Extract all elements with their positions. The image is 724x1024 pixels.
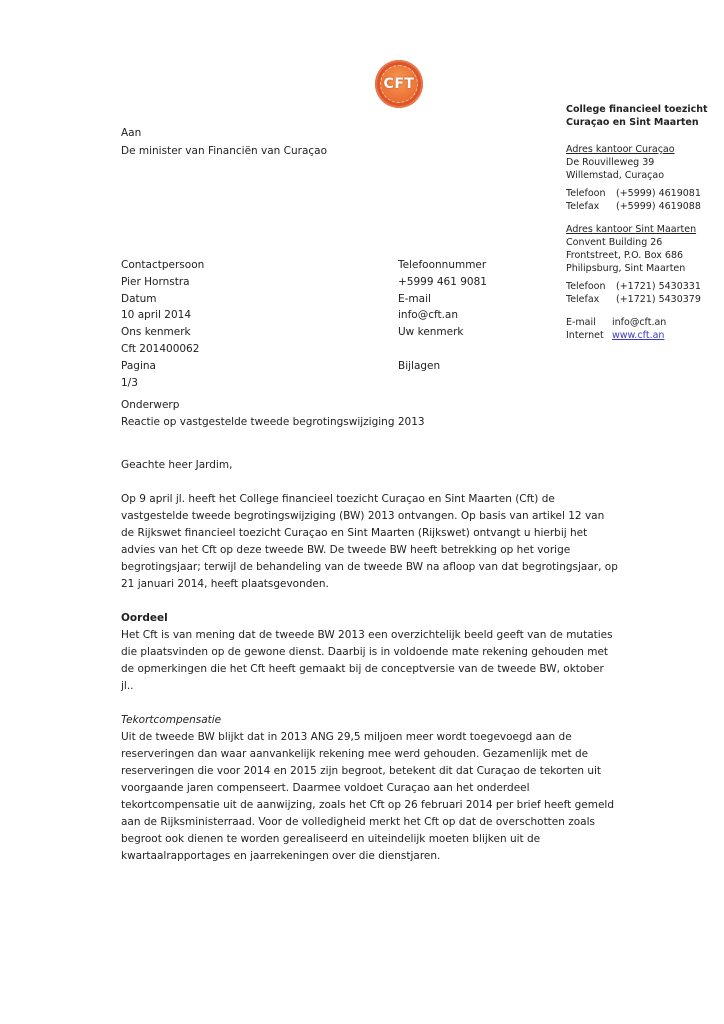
salutation: Geachte heer Jardim, bbox=[121, 459, 233, 471]
paragraph-oordeel: Het Cft is van mening dat de tweede BW 2013 een overzichtelijk beeld geeft van de mutaties die plaatsvinden op de gewone dienst. Daarbij is in voldoende mate rekening gehouden met de opmerkingen die het Cft heeft gemaakt bij de conceptversie van de tweede BW, oktober jl.. bbox=[121, 629, 613, 692]
email-value: info@cft.an bbox=[612, 317, 667, 328]
attachments-value-empty bbox=[398, 375, 487, 392]
page-value: 1/3 bbox=[121, 376, 138, 389]
office-curacao-address1: De Rouvilleweg 39 bbox=[566, 157, 655, 168]
org-internet-row bbox=[566, 329, 721, 342]
cft-logo-text: CFT bbox=[383, 76, 415, 92]
email-value: info@cft.an bbox=[398, 309, 459, 322]
office-sintmaarten-address2: Frontstreet, P.O. Box 686 bbox=[566, 250, 684, 261]
heading-tekortcompensatie: Tekortcompensatie bbox=[121, 714, 222, 726]
office-curacao-fax-row bbox=[566, 200, 721, 213]
date-value: 10 april 2014 bbox=[121, 309, 192, 322]
org-title bbox=[566, 103, 721, 129]
your-ref-value-empty bbox=[398, 341, 487, 358]
office-sintmaarten-fax-row bbox=[566, 293, 721, 306]
paragraph-tekortcompensatie: Uit de tweede BW blijkt dat in 2013 ANG 29,5 miljoen meer wordt toegevoegd aan de reserveringen dan waar aanvankelijk rekening mee werd gehouden. Gezamenlijk met de reserveringen die voor 2014 en 2015 zijn begroot, betekent dit dat Curaçao de tekorten uit voorgaande jaren compenseert. Daarmee voldoet Curaçao aan het onderdeel tekortcompensatie uit de aanwijzing, zoals het Cft op 26 februari 2014 per brief heeft gemeld aan de Rijksministerraad. Voor de volledigheid merkt het Cft op dat de overschotten zoals begroot ook dienen te worden gerealiseerd en uiteindelijk moeten blijken uit de kwartaalrapportages en jaarrekeningen over die dienstjaren. bbox=[121, 731, 614, 862]
paragraph-intro: Op 9 april jl. heeft het College financieel toezicht Curaçao en Sint Maarten (Cft) de vastgestelde tweede begrotingswijziging (BW) 2013 ontvangen. Op basis van artikel 12 van de Rijkswet financieel toezicht Curaçao en Sint Maarten (Rijkswet) ontvangt u hierbij het advies van het Cft op deze tweede BW. De tweede BW heeft betrekking op het vorige begrotingsjaar; terwijl de behandeling van de tweede BW na afloop van dat begrotingsjaar, op 21 januari 2014, heeft plaatsgevonden. bbox=[121, 493, 618, 590]
fax-value: (+1721) 5430379 bbox=[616, 294, 701, 305]
email-label: E-mail bbox=[398, 292, 431, 305]
page-label: Pagina bbox=[121, 359, 156, 372]
cft-logo-seal-icon bbox=[380, 65, 418, 103]
phone-value: (+5999) 4619081 bbox=[616, 188, 701, 199]
phone-label: Telefoon bbox=[566, 281, 606, 292]
office-curacao-address2: Willemstad, Curaçao bbox=[566, 170, 665, 181]
org-online-contact bbox=[566, 316, 721, 342]
recipient-name: De minister van Financiën van Curaçao bbox=[121, 145, 328, 157]
phone-number-value: +5999 461 9081 bbox=[398, 275, 487, 288]
recipient-label: Aan bbox=[121, 127, 142, 139]
date-label: Datum bbox=[121, 292, 157, 305]
fax-label: Telefax bbox=[566, 294, 600, 305]
meta-right-column bbox=[398, 257, 487, 391]
phone-value: (+1721) 5430331 bbox=[616, 281, 701, 292]
contact-person-value: Pier Hornstra bbox=[121, 275, 190, 288]
internet-label: Internet bbox=[566, 330, 604, 341]
office-curacao-heading: Adres kantoor Curaçao bbox=[566, 144, 675, 155]
attachments-label: Bijlagen bbox=[398, 359, 441, 372]
office-sintmaarten-heading: Adres kantoor Sint Maarten bbox=[566, 224, 697, 235]
fax-label: Telefax bbox=[566, 201, 600, 212]
subject-block bbox=[121, 397, 425, 431]
website-link[interactable]: www.cft.an bbox=[612, 330, 665, 341]
org-title-line2: Curaçao en Sint Maarten bbox=[566, 117, 699, 128]
our-ref-value: Cft 201400062 bbox=[121, 342, 200, 355]
phone-number-label: Telefoonnummer bbox=[398, 259, 487, 271]
heading-oordeel: Oordeel bbox=[121, 612, 168, 624]
letter-body bbox=[121, 457, 618, 865]
office-sintmaarten bbox=[566, 223, 721, 306]
office-sintmaarten-address3: Philipsburg, Sint Maarten bbox=[566, 263, 686, 274]
subject-label: Onderwerp bbox=[121, 399, 180, 411]
fax-value: (+5999) 4619088 bbox=[616, 201, 701, 212]
your-ref-label: Uw kenmerk bbox=[398, 326, 464, 339]
recipient-block bbox=[121, 124, 327, 160]
org-info-sidebar bbox=[566, 103, 721, 342]
contact-person-label: Contactpersoon bbox=[121, 259, 205, 271]
meta-left-column bbox=[121, 257, 204, 391]
email-label: E-mail bbox=[566, 317, 596, 328]
office-curacao-phones bbox=[566, 187, 721, 213]
our-ref-label: Ons kenmerk bbox=[121, 326, 191, 339]
subject-text: Reactie op vastgestelde tweede begrotingswijziging 2013 bbox=[121, 416, 425, 428]
office-sintmaarten-phones bbox=[566, 280, 721, 306]
cft-logo bbox=[375, 60, 423, 108]
org-email-row bbox=[566, 316, 721, 329]
office-sintmaarten-address1: Convent Building 26 bbox=[566, 237, 663, 248]
office-curacao bbox=[566, 143, 721, 213]
office-curacao-phone-row bbox=[566, 187, 721, 200]
office-sintmaarten-phone-row bbox=[566, 280, 721, 293]
phone-label: Telefoon bbox=[566, 188, 606, 199]
org-title-line1: College financieel toezicht bbox=[566, 104, 708, 115]
